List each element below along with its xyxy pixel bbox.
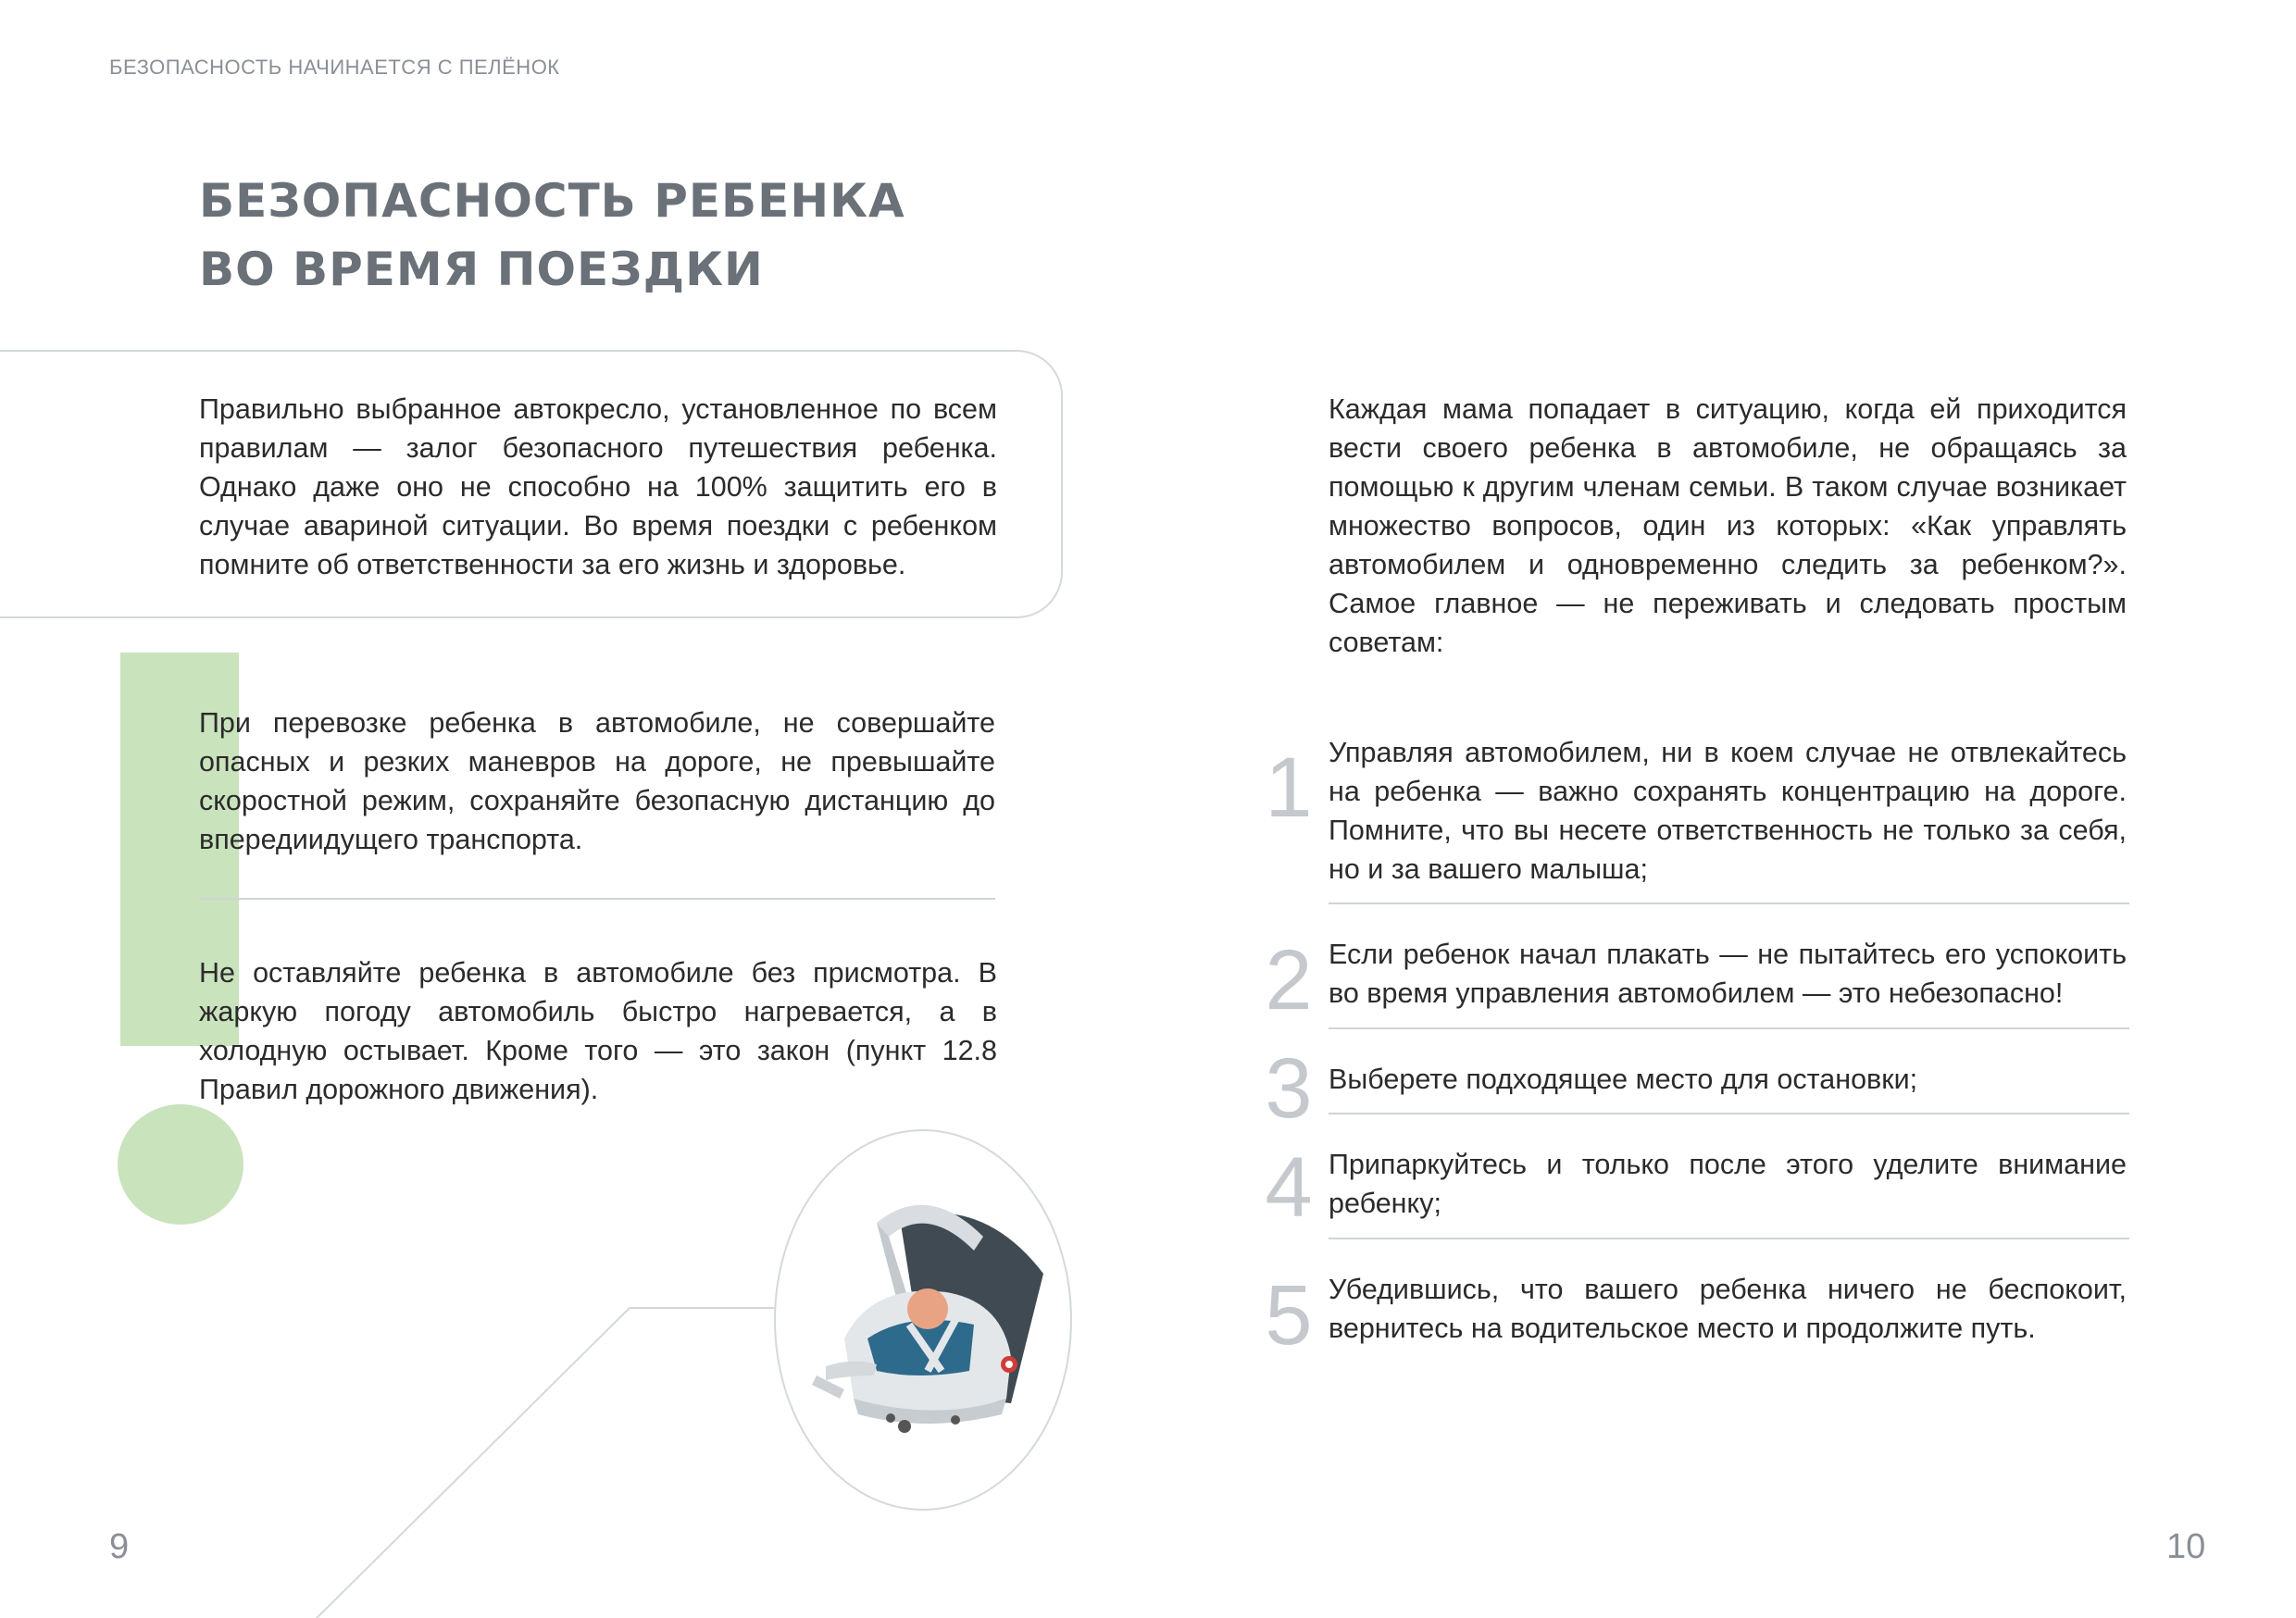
running-header: БЕЗОПАСНОСТЬ НАЧИНАЕТСЯ С ПЕЛЁНОК (109, 56, 560, 79)
illustration-frame (774, 1129, 1072, 1511)
page-number-right: 10 (2166, 1527, 2206, 1566)
tip-text-4: Припаркуйтесь и только после этого уделите внимание ребенку; (1329, 1149, 2127, 1219)
warning-paragraph-2: Не оставляйте ребенка в автомобиле без присмотра. В жаркую погоду автомобиль быстро нагревается, а в холодную остывает. Кроме того — это закон (пункт 12.8 Правил дорожного движения). (199, 957, 997, 1105)
page-number-left: 9 (109, 1527, 130, 1566)
tip-number-4: 4 (1265, 1140, 1313, 1235)
tip-text-2: Если ребенок начал плакать — не пытайтесь его успокоить во время управления автомобилем — это небезопасно! (1329, 939, 2127, 1009)
tip-number-3: 3 (1265, 1041, 1313, 1136)
page-title-line-2: ВО ВРЕМЯ ПОЕЗДКИ (199, 243, 764, 296)
infant-car-seat-icon (789, 1200, 1057, 1440)
tip-divider-3 (1329, 1113, 2129, 1114)
intro-paragraph: Правильно выбранное автокресло, установленное по всем правилам — залог безопасного путешествия ребенка. Однако даже оно не способно на 100% защитить его в случае авариной ситуации. Во время поездки с ребенком помните об ответственности за его жизнь и здоровье. (199, 393, 997, 580)
tip-divider-2 (1329, 1027, 2129, 1029)
warning-paragraph-1: При перевозке ребенка в автомобиле, не совершайте опасных и резких маневров на дороге, не превышайте скоростной режим, сохраняйте безопасную дистанцию до впередиидущего транспорта. (199, 707, 995, 855)
tip-number-5: 5 (1265, 1268, 1313, 1363)
tip-text-1: Управляя автомобилем, ни в коем случае не отвлекайтесь на ребенка — важно сохранять концентрацию на дороге. Помните, что вы несете ответственность не только за себя, но и за вашего малыша; (1329, 737, 2127, 885)
tip-divider-4 (1329, 1238, 2129, 1239)
tip-text-3: Выберете подходящее место для остановки; (1329, 1064, 1918, 1095)
tip-divider-1 (1329, 902, 2129, 904)
right-intro-paragraph: Каждая мама попадает в ситуацию, когда ей приходится вести своего ребенка в автомобиле, не обращаясь за помощью к другим членам семьи. В таком случае возникает множество вопросов, один из которых: «Как управлять автомобилем и одновременно следить за ребенком?». Самое главное — не переживать и следовать простым советам: (1329, 393, 2127, 658)
tip-number-2: 2 (1265, 933, 1313, 1027)
page-title-line-1: БЕЗОПАСНОСТЬ РЕБЕНКА (199, 174, 905, 228)
tip-text-5: Убедившись, что вашего ребенка ничего не беспокоит, вернитесь на водительское место и продолжите путь. (1329, 1274, 2127, 1344)
tip-number-1: 1 (1265, 741, 1313, 835)
